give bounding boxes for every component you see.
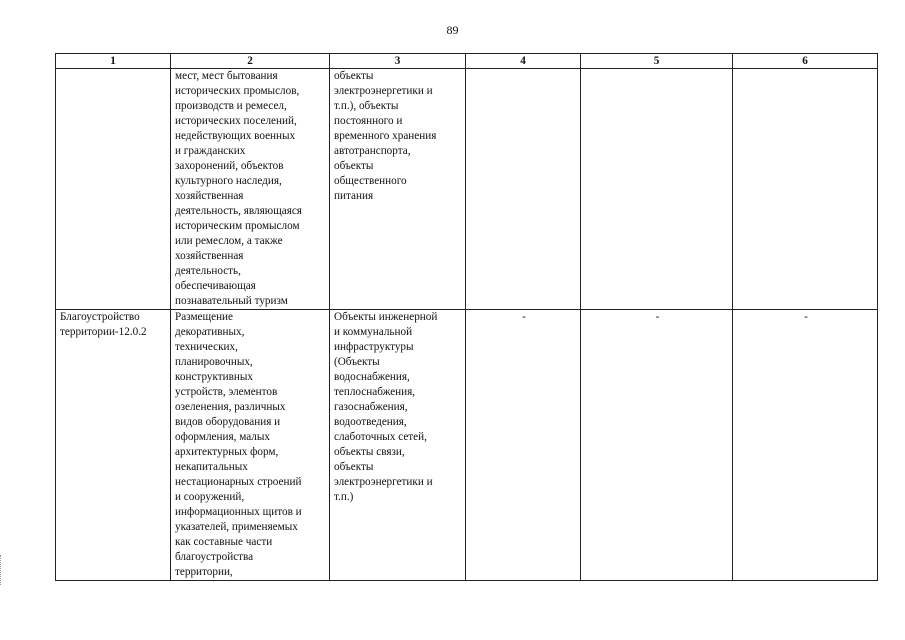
table-cell-col6	[733, 69, 878, 310]
column-header-6: 6	[733, 54, 878, 69]
table-cell-land-use-name: Благоустройство территории-12.0.2	[56, 310, 171, 581]
table-cell-col5	[581, 69, 733, 310]
column-header-3: 3	[330, 54, 466, 69]
table-cell-col4: -	[466, 310, 581, 581]
table-header-row	[56, 54, 878, 69]
page-number: 89	[446, 23, 459, 37]
table-row	[56, 310, 878, 581]
data-table	[55, 53, 878, 581]
column-header-5: 5	[581, 54, 733, 69]
table-cell-description: мест, мест бытования исторических промыслов, производств и ремесел, исторических поселений, недействующих военных и гражданских захоронений, объектов культурного наследия, хозяйственная деятельность, являющаяся историческим промыслом или ремеслом, а также хозяйственная деятельность, обеспечивающая познавательный туризм	[171, 69, 330, 310]
table-cell-auxiliary-use: объекты электроэнергетики и т.п.), объекты постоянного и временного хранения автотранспорта, объекты общественного питания	[330, 69, 466, 310]
table-cell-description: Размещение декоративных, технических, планировочных, конструктивных устройств, элементов озеленения, различных видов оборудования и оформления, малых архитектурных форм, некапитальных нестационарных строений и сооружений, информационных щитов и указателей, применяемых как составные части благоустройства территории,	[171, 310, 330, 581]
table-cell-col5: -	[581, 310, 733, 581]
table-cell-col6: -	[733, 310, 878, 581]
table-cell-auxiliary-use: Объекты инженерной и коммунальной инфраструктуры (Объекты водоснабжения, теплоснабжения, газоснабжения, водоотведения, слаботочных сетей, объекты связи, объекты электроэнергетики и т.п.)	[330, 310, 466, 581]
table-cell-col4	[466, 69, 581, 310]
table-cell-land-use-name	[56, 69, 171, 310]
table-row	[56, 69, 878, 310]
column-header-2: 2	[171, 54, 330, 69]
scan-margin-marks	[0, 555, 7, 585]
column-header-4: 4	[466, 54, 581, 69]
column-header-1: 1	[56, 54, 171, 69]
